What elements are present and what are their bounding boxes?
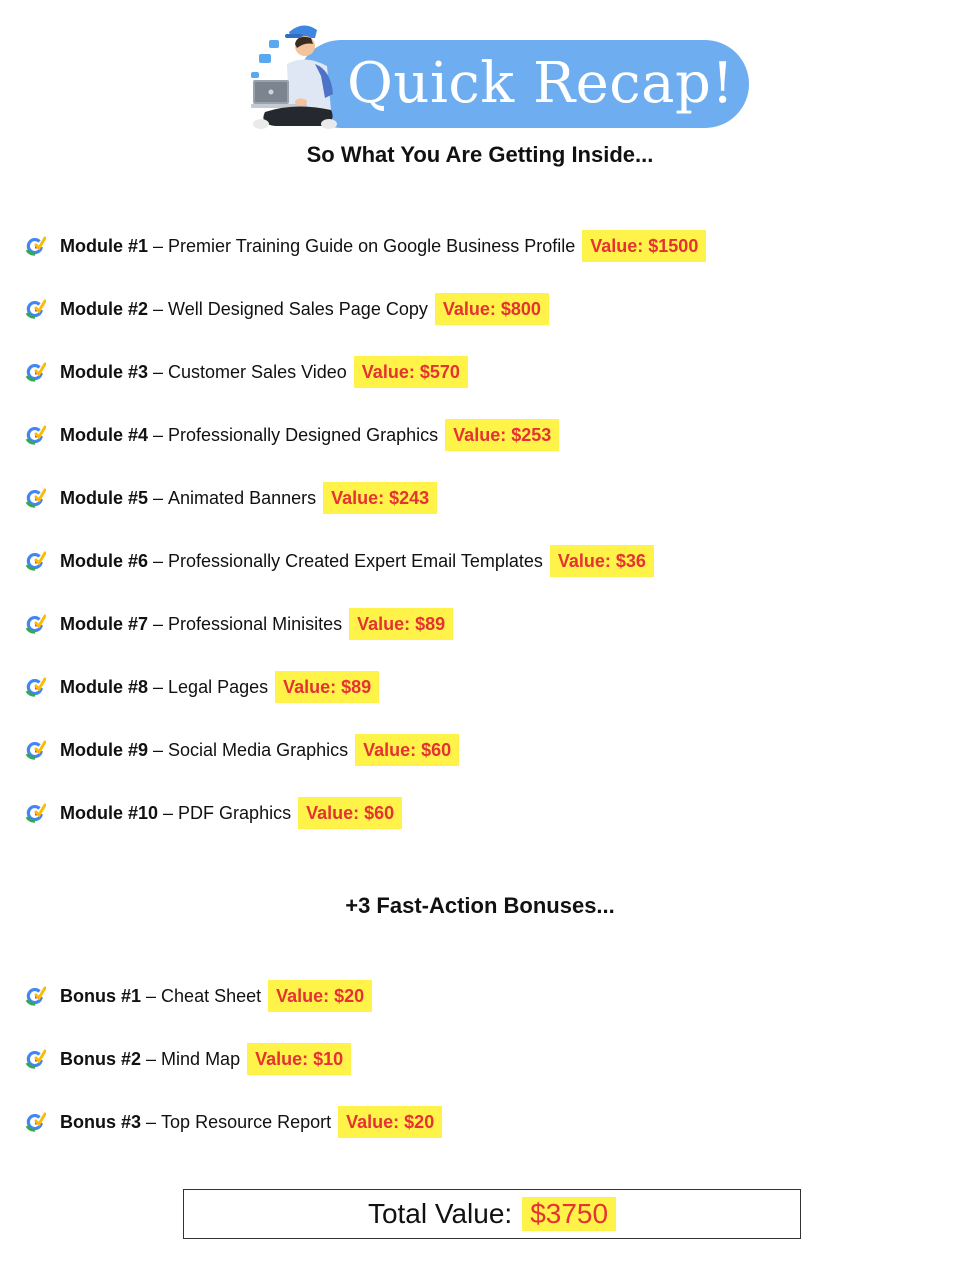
- bonus-description: Mind Map: [161, 1048, 241, 1069]
- value-badge: Value: $1500: [582, 230, 706, 262]
- module-description: Customer Sales Video: [168, 361, 347, 382]
- value-badge: Value: $89: [349, 608, 453, 640]
- module-row: [24, 604, 453, 644]
- separator-dash: –: [153, 676, 164, 697]
- bonus-row: [24, 1039, 351, 1079]
- separator-dash: –: [146, 1048, 157, 1069]
- module-row: [24, 730, 459, 770]
- google-check-icon: [24, 802, 46, 824]
- value-badge: Value: $36: [550, 545, 654, 577]
- value-badge: Value: $20: [338, 1106, 442, 1138]
- module-description: Professionally Created Expert Email Templates: [168, 550, 543, 571]
- module-label: Module #1: [60, 235, 149, 256]
- google-check-icon: [24, 361, 46, 383]
- value-badge: Value: $10: [247, 1043, 351, 1075]
- header-banner: [245, 20, 755, 134]
- bonus-row: [24, 1102, 442, 1142]
- total-value-box: [183, 1189, 801, 1239]
- google-check-icon: [24, 298, 46, 320]
- separator-dash: –: [146, 985, 157, 1006]
- google-check-icon: [24, 550, 46, 572]
- total-value: $3750: [522, 1197, 616, 1232]
- bonus-label: Bonus #1: [60, 985, 142, 1006]
- separator-dash: –: [153, 739, 164, 760]
- module-row: [24, 226, 706, 266]
- module-label: Module #4: [60, 424, 149, 445]
- value-badge: Value: $253: [445, 419, 559, 451]
- module-label: Module #8: [60, 676, 149, 697]
- module-row: [24, 478, 437, 518]
- value-badge: Value: $60: [298, 797, 402, 829]
- google-check-icon: [24, 613, 46, 635]
- module-description: Professional Minisites: [168, 613, 343, 634]
- separator-dash: –: [153, 235, 164, 256]
- module-row: [24, 541, 654, 581]
- module-description: Well Designed Sales Page Copy: [168, 298, 428, 319]
- module-label: Module #3: [60, 361, 149, 382]
- bonus-description: Cheat Sheet: [161, 985, 262, 1006]
- page-subtitle: So What You Are Getting Inside...: [306, 142, 654, 167]
- module-label: Module #6: [60, 550, 149, 571]
- separator-dash: –: [153, 361, 164, 382]
- module-label: Module #5: [60, 487, 149, 508]
- module-description: PDF Graphics: [178, 802, 292, 823]
- google-check-icon: [24, 424, 46, 446]
- module-row: [24, 415, 559, 455]
- separator-dash: –: [153, 424, 164, 445]
- bonus-row: [24, 976, 372, 1016]
- person-with-laptop-icon: [245, 20, 345, 134]
- module-row: [24, 352, 468, 392]
- value-badge: Value: $570: [354, 356, 468, 388]
- module-label: Module #7: [60, 613, 149, 634]
- module-description: Social Media Graphics: [168, 739, 349, 760]
- separator-dash: –: [146, 1111, 157, 1132]
- bonus-label: Bonus #2: [60, 1048, 142, 1069]
- module-description: Professionally Designed Graphics: [168, 424, 439, 445]
- value-badge: Value: $20: [268, 980, 372, 1012]
- separator-dash: –: [153, 298, 164, 319]
- google-check-icon: [24, 985, 46, 1007]
- module-description: Legal Pages: [168, 676, 269, 697]
- bonus-description: Top Resource Report: [161, 1111, 332, 1132]
- module-label: Module #10: [60, 802, 159, 823]
- value-badge: Value: $89: [275, 671, 379, 703]
- module-description: Animated Banners: [168, 487, 317, 508]
- bonus-heading: +3 Fast-Action Bonuses...: [345, 893, 615, 918]
- module-row: [24, 289, 549, 329]
- value-badge: Value: $60: [355, 734, 459, 766]
- google-check-icon: [24, 235, 46, 257]
- google-check-icon: [24, 1111, 46, 1133]
- page-title: Quick Recap!: [347, 51, 735, 116]
- separator-dash: –: [153, 550, 164, 571]
- module-row: [24, 667, 379, 707]
- module-row: [24, 793, 402, 833]
- google-check-icon: [24, 739, 46, 761]
- module-label: Module #2: [60, 298, 149, 319]
- total-label: Total Value:: [367, 1198, 513, 1229]
- module-label: Module #9: [60, 739, 149, 760]
- google-check-icon: [24, 1048, 46, 1070]
- google-check-icon: [24, 487, 46, 509]
- google-check-icon: [24, 676, 46, 698]
- separator-dash: –: [153, 613, 164, 634]
- value-badge: Value: $243: [323, 482, 437, 514]
- module-description: Premier Training Guide on Google Business Profile: [168, 235, 576, 256]
- separator-dash: –: [153, 487, 164, 508]
- value-badge: Value: $800: [435, 293, 549, 325]
- bonus-label: Bonus #3: [60, 1111, 142, 1132]
- separator-dash: –: [163, 802, 174, 823]
